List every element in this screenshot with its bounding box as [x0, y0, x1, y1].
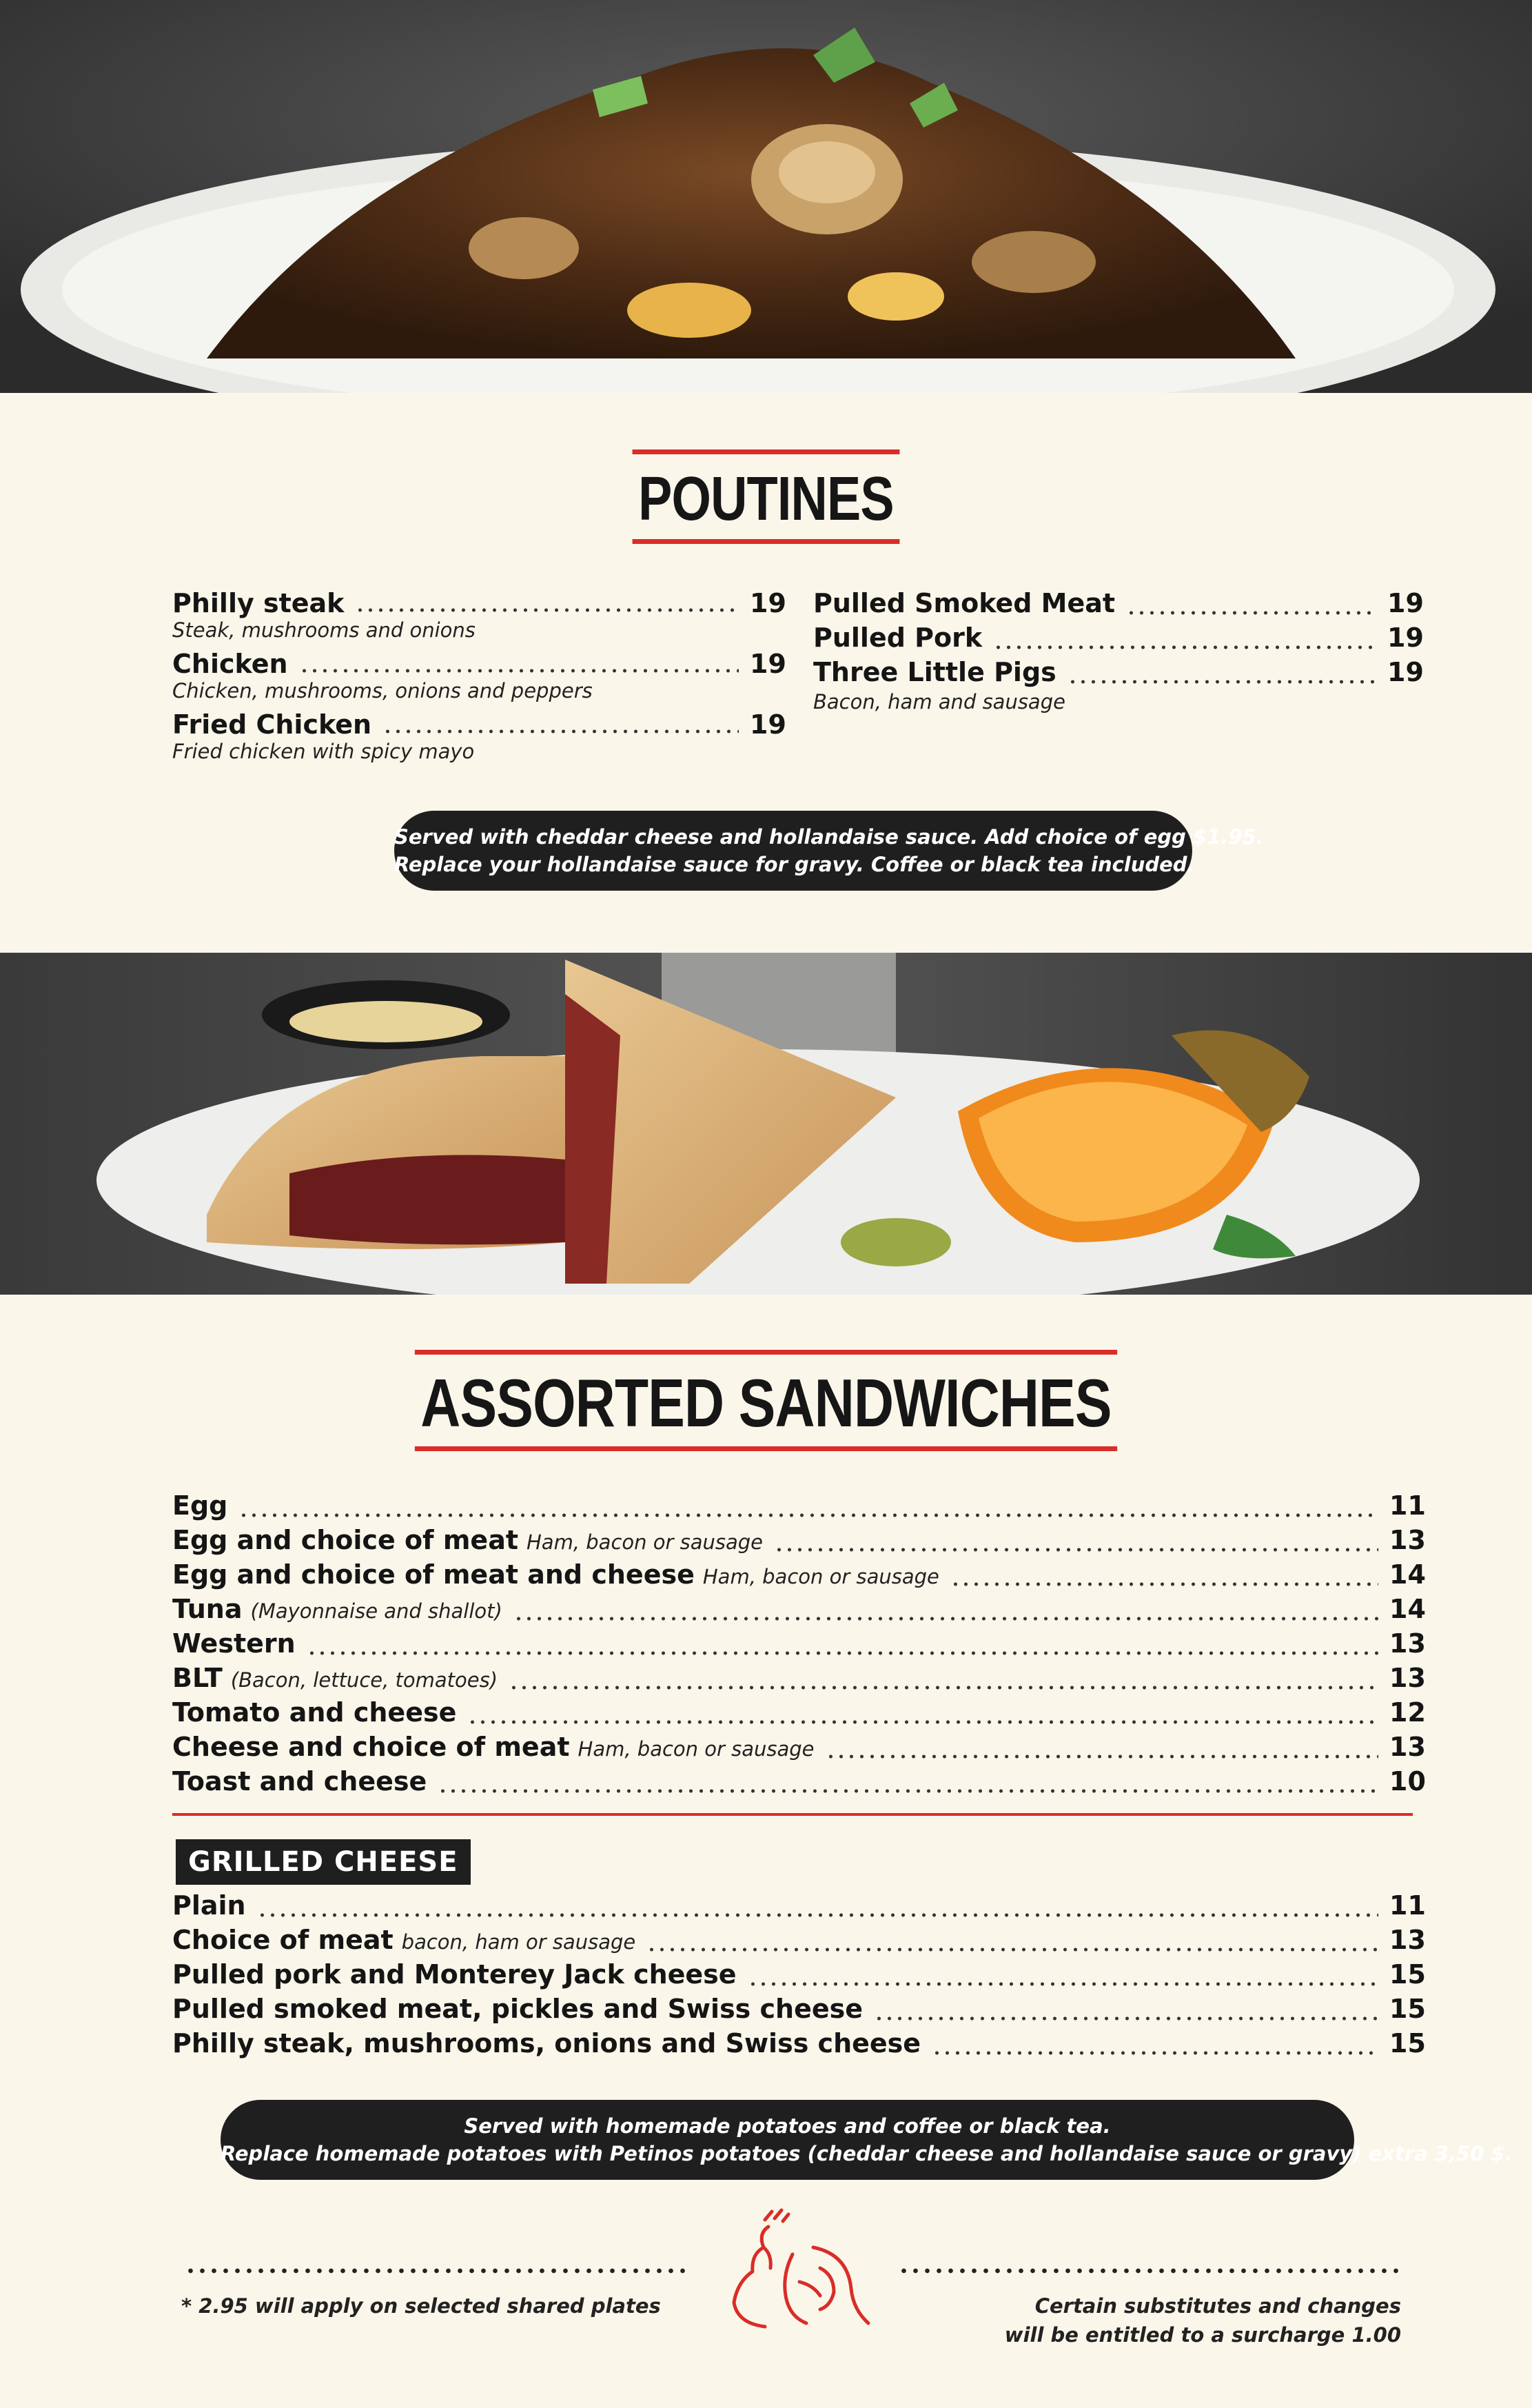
leader-dots — [774, 1546, 1378, 1553]
item-price: 13 — [1389, 1663, 1426, 1693]
menu-item — [172, 1490, 1426, 1525]
item-description: Chicken, mushrooms, onions and peppers — [172, 679, 593, 702]
item-price: 13 — [1389, 1925, 1426, 1955]
item-price: 13 — [1389, 1525, 1426, 1555]
item-price: 15 — [1389, 1994, 1426, 2024]
poutine-photo — [0, 0, 1532, 393]
item-name: Egg — [172, 1490, 228, 1521]
note-line: Certain substitutes and changes — [1034, 2294, 1401, 2318]
footer-note-left: * 2.95 will apply on selected shared plates — [181, 2294, 661, 2318]
menu-item — [172, 588, 786, 642]
sandwiches-title-text: ASSORTED SANDWICHES — [415, 1350, 1117, 1451]
poutines-left-column — [172, 588, 786, 770]
leader-dots — [513, 1615, 1378, 1622]
item-price: 14 — [1389, 1594, 1426, 1624]
menu-item — [172, 1594, 1426, 1628]
leader-dots — [307, 1650, 1378, 1657]
item-name: Pulled pork and Monterey Jack cheese — [172, 1959, 737, 1990]
item-name: Western — [172, 1628, 296, 1659]
leader-dots — [932, 2050, 1378, 2056]
rooster-logo-icon — [717, 2206, 875, 2340]
item-price: 19 — [1387, 623, 1424, 653]
item-name: BLT — [172, 1663, 223, 1693]
leader-dots — [950, 1581, 1378, 1588]
item-detail: (Bacon, lettuce, tomatoes) — [230, 1668, 498, 1692]
item-name: Pulled Smoked Meat — [813, 588, 1116, 618]
item-price: 19 — [1387, 657, 1424, 687]
menu-item — [172, 1959, 1426, 1994]
item-price: 10 — [1389, 1766, 1426, 1797]
item-name: Egg and choice of meat and cheese — [172, 1559, 695, 1590]
leader-dots — [1068, 678, 1376, 685]
section-divider — [172, 1813, 1413, 1816]
item-price: 13 — [1389, 1732, 1426, 1762]
note-line: Served with cheddar cheese and hollandaise sauce. Add choice of egg $1.95. — [394, 825, 1264, 849]
menu-item — [172, 1559, 1426, 1594]
item-name: Philly steak — [172, 588, 345, 618]
leader-dots — [299, 667, 739, 674]
item-name: Three Little Pigs — [813, 657, 1056, 687]
item-name: Cheese and choice of meat — [172, 1732, 570, 1762]
menu-item — [172, 2028, 1426, 2063]
item-name: Tuna — [172, 1594, 243, 1624]
footer-dots-right — [898, 2267, 1401, 2275]
item-description: Bacon, ham and sausage — [813, 690, 1065, 714]
sandwich-photo — [0, 953, 1532, 1295]
item-name: Plain — [172, 1890, 246, 1921]
menu-item — [172, 1525, 1426, 1559]
poutines-note — [394, 811, 1264, 891]
item-detail: Ham, bacon or sausage — [527, 1530, 764, 1554]
leader-dots — [355, 607, 739, 614]
menu-item — [172, 649, 786, 702]
grilled-cheese-list — [172, 1890, 1426, 2063]
note-line: Served with homemade potatoes and coffee or black tea. — [464, 2114, 1111, 2138]
leader-dots — [509, 1684, 1378, 1691]
menu-item — [172, 1994, 1426, 2028]
item-description: Steak, mushrooms and onions — [172, 618, 476, 642]
item-name: Egg and choice of meat — [172, 1525, 518, 1555]
footer-note-right — [1005, 2291, 1401, 2349]
item-name: Pulled Pork — [813, 623, 983, 653]
item-price: 19 — [750, 649, 786, 679]
leader-dots — [238, 1512, 1378, 1519]
menu-item — [172, 1628, 1426, 1663]
item-price: 14 — [1389, 1559, 1426, 1590]
leader-dots — [646, 1946, 1378, 1953]
item-description: Fried chicken with spicy mayo — [172, 740, 475, 763]
item-price: 11 — [1389, 1490, 1426, 1521]
note-line: will be entitled to a surcharge 1.00 — [1004, 2323, 1401, 2347]
item-detail: Ham, bacon or sausage — [702, 1565, 939, 1588]
leader-dots — [874, 2015, 1378, 2022]
item-price: 19 — [750, 588, 786, 618]
menu-item — [813, 657, 1424, 714]
menu-item — [172, 1697, 1426, 1732]
menu-item — [172, 1663, 1426, 1697]
sandwiches-title — [138, 1350, 1394, 1451]
menu-item — [172, 709, 786, 763]
menu-item — [813, 588, 1424, 623]
sandwiches-list — [172, 1490, 1426, 1801]
item-price: 13 — [1389, 1628, 1426, 1659]
leader-dots — [257, 1912, 1378, 1919]
item-name: Pulled smoked meat, pickles and Swiss cheese — [172, 1994, 864, 2024]
item-name: Philly steak, mushrooms, onions and Swiss cheese — [172, 2028, 921, 2058]
leader-dots — [382, 728, 739, 735]
item-name: Chicken — [172, 649, 288, 679]
note-line: Replace homemade potatoes with Petinos potatoes (cheddar cheese and hollandaise sauce or gravy) extra 3,50 $. — [221, 2142, 1513, 2165]
menu-item — [172, 1890, 1426, 1925]
leader-dots — [826, 1753, 1378, 1760]
grilled-cheese-badge: GRILLED CHEESE — [176, 1839, 471, 1885]
leader-dots — [1126, 609, 1376, 616]
item-price: 15 — [1389, 1959, 1426, 1990]
leader-dots — [748, 1981, 1378, 1987]
leader-dots — [467, 1719, 1378, 1726]
item-name: Fried Chicken — [172, 709, 372, 740]
poutines-title — [138, 449, 1394, 544]
item-price: 19 — [1387, 588, 1424, 618]
item-price: 11 — [1389, 1890, 1426, 1921]
item-detail: bacon, ham or sausage — [401, 1930, 636, 1954]
poutines-right-column — [813, 588, 1424, 714]
item-name: Toast and cheese — [172, 1766, 427, 1797]
menu-item — [172, 1732, 1426, 1766]
item-name: Choice of meat — [172, 1925, 394, 1955]
leader-dots — [438, 1788, 1378, 1794]
item-detail: Ham, bacon or sausage — [578, 1737, 815, 1761]
poutines-title-text: POUTINES — [633, 449, 899, 544]
menu-item — [813, 623, 1424, 657]
item-price: 19 — [750, 709, 786, 740]
menu-item — [172, 1925, 1426, 1959]
item-name: Tomato and cheese — [172, 1697, 457, 1728]
leader-dots — [993, 644, 1376, 651]
menu-item — [172, 1766, 1426, 1801]
item-price: 12 — [1389, 1697, 1426, 1728]
footer-dots-left — [185, 2267, 688, 2275]
item-detail: (Mayonnaise and shallot) — [250, 1599, 502, 1623]
note-line: Replace your hollandaise sauce for gravy. Coffee or black tea included. — [394, 853, 1195, 876]
sandwiches-note — [221, 2100, 1513, 2180]
item-price: 15 — [1389, 2028, 1426, 2058]
